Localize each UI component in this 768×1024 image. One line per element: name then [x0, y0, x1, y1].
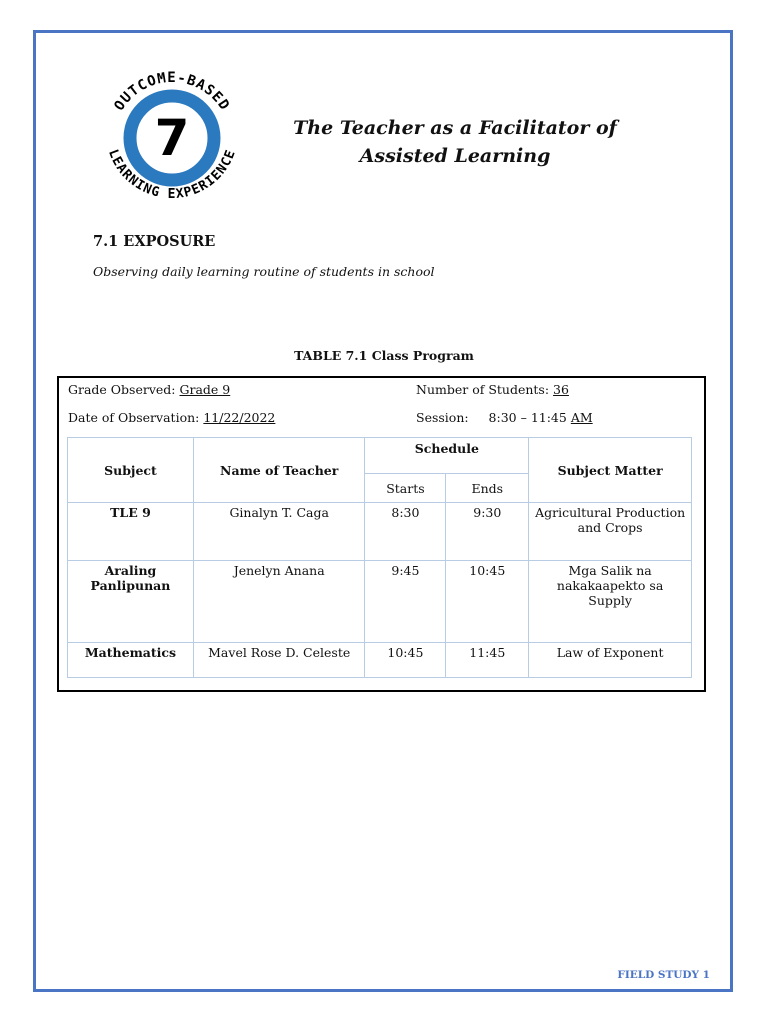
header-subject: Subject [68, 438, 194, 503]
students-label: Number of Students: [416, 382, 550, 397]
header-ends: Ends [446, 474, 529, 503]
session-ampm: AM [570, 410, 593, 425]
schedule-table [67, 437, 692, 678]
header-schedule: Schedule [365, 438, 529, 474]
students-value: 36 [553, 382, 569, 397]
header-teacher: Name of Teacher [193, 438, 365, 503]
logo-number: 7 [154, 109, 190, 167]
row-ends: 10:45 [446, 561, 529, 643]
session [416, 410, 593, 425]
row-subject: TLE 9 [68, 503, 194, 561]
row-subject-matter: Law of Exponent [529, 643, 692, 678]
title-line-1: The Teacher as a Facilitator of [293, 117, 617, 139]
table-row [68, 561, 692, 643]
grade-observed [68, 382, 230, 397]
session-value: 8:30 – 11:45 [488, 410, 567, 425]
session-label: Session: [416, 410, 469, 425]
row-starts: 8:30 [365, 503, 446, 561]
date-of-observation [68, 410, 275, 425]
footer-label: FIELD STUDY 1 [617, 969, 710, 981]
logo-top-text: OUTCOME-BASED [111, 70, 233, 114]
page-title [270, 114, 640, 170]
grade-value: Grade 9 [179, 382, 231, 397]
date-value: 11/22/2022 [203, 410, 276, 425]
table-caption: TABLE 7.1 Class Program [294, 348, 474, 363]
date-label: Date of Observation: [68, 410, 200, 425]
row-teacher: Ginalyn T. Caga [193, 503, 365, 561]
row-subject-matter: Agricultural Production and Crops [529, 503, 692, 561]
number-of-students [416, 382, 569, 397]
header-starts: Starts [365, 474, 446, 503]
row-starts: 9:45 [365, 561, 446, 643]
row-starts: 10:45 [365, 643, 446, 678]
grade-label: Grade Observed: [68, 382, 176, 397]
table-row [68, 503, 692, 561]
row-subject: Mathematics [68, 643, 194, 678]
table-row [68, 643, 692, 678]
title-line-2: Assisted Learning [359, 145, 551, 167]
outcome-based-learning-logo [92, 62, 252, 212]
row-teacher: Jenelyn Anana [193, 561, 365, 643]
row-subject: Araling Panlipunan [68, 561, 194, 643]
section-subtitle: Observing daily learning routine of students in school [93, 264, 435, 279]
row-subject-matter: Mga Salik na nakakaapekto sa Supply [529, 561, 692, 643]
row-ends: 9:30 [446, 503, 529, 561]
section-heading: 7.1 EXPOSURE [93, 233, 216, 250]
header-subject-matter: Subject Matter [529, 438, 692, 503]
row-ends: 11:45 [446, 643, 529, 678]
logo-bottom-text: LEARNING EXPERIENCE [105, 147, 239, 202]
row-teacher: Mavel Rose D. Celeste [193, 643, 365, 678]
